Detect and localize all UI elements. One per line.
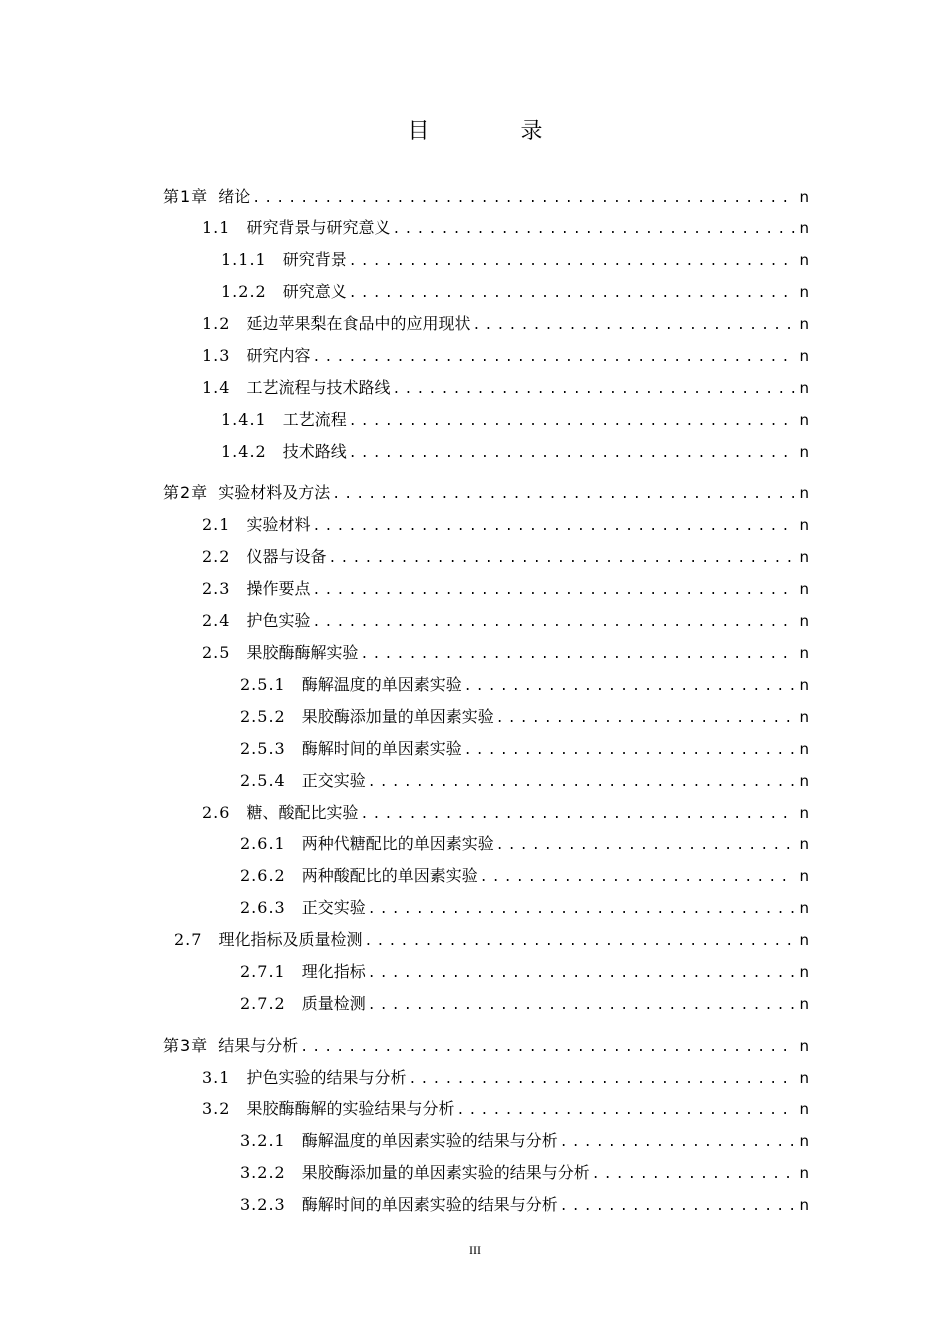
dot-leader <box>464 675 796 699</box>
toc-entry-title: 延边苹果梨在食品中的应用现状 <box>246 314 471 333</box>
toc-entry-2-7-1[interactable] <box>240 960 809 984</box>
toc-entry-number: 1.4 <box>202 378 231 397</box>
toc-entry-number: 1.4.1 <box>221 410 267 429</box>
toc-entry-number: 3.2.2 <box>240 1163 286 1182</box>
toc-entry-page: n <box>799 1069 809 1087</box>
toc-entry-number: 2.7 <box>174 930 203 949</box>
toc-entry-number: 2.7.2 <box>240 994 286 1013</box>
toc-entry-number: 3.2.1 <box>240 1131 286 1150</box>
toc-entry-title: 理化指标 <box>301 962 366 981</box>
dot-leader <box>349 250 796 274</box>
toc-entry-chapter-3[interactable] <box>163 1034 809 1058</box>
toc-entry-number: 3.1 <box>202 1068 231 1087</box>
dot-leader <box>408 1068 795 1092</box>
toc-entry-2-5[interactable] <box>202 641 809 665</box>
toc-entry-title: 操作要点 <box>246 579 311 598</box>
toc-entry-number: 第2章 <box>163 483 209 502</box>
toc-entry-1-4[interactable] <box>202 376 809 400</box>
dot-leader <box>368 771 796 795</box>
toc-entry-number: 1.2 <box>202 314 231 333</box>
toc-entry-1-1-1[interactable] <box>221 248 809 272</box>
toc-entry-title: 实验材料及方法 <box>218 483 331 502</box>
dot-leader <box>312 611 795 635</box>
dot-leader <box>464 739 796 763</box>
toc-entry-2-5-4[interactable] <box>240 769 809 793</box>
toc-entry-page: n <box>799 740 809 758</box>
toc-entry-title: 果胶酶添加量的单因素实验 <box>301 707 494 726</box>
toc-entry-title: 绪论 <box>218 187 251 206</box>
dot-leader <box>349 442 796 466</box>
toc-entry-page: n <box>799 443 809 461</box>
toc-entry-title: 两种代糖配比的单因素实验 <box>301 834 494 853</box>
toc-entry-number: 1.4.2 <box>221 442 267 461</box>
toc-entry-number: 1.2.2 <box>221 282 267 301</box>
toc-entry-number: 1.3 <box>202 346 231 365</box>
toc-entry-page: n <box>799 1196 809 1214</box>
page-number: III <box>469 1243 481 1257</box>
toc-entry-page: n <box>799 995 809 1013</box>
toc-entry-number: 2.5.2 <box>240 707 286 726</box>
toc-entry-title: 工艺流程 <box>282 410 347 429</box>
toc-entry-page: n <box>799 612 809 630</box>
toc-entry-2-6-1[interactable] <box>240 832 809 856</box>
dot-leader <box>368 994 796 1018</box>
toc-entry-title: 质量检测 <box>301 994 366 1013</box>
toc-entry-page: n <box>799 899 809 917</box>
toc-entry-2-6-3[interactable] <box>240 896 809 920</box>
toc-entry-2-7[interactable] <box>174 928 809 952</box>
toc-entry-title: 护色实验的结果与分析 <box>246 1068 407 1087</box>
toc-entry-page: n <box>799 708 809 726</box>
toc-entry-number: 1.1 <box>202 218 231 237</box>
dot-leader <box>364 930 795 954</box>
toc-entry-title: 果胶酶添加量的单因素实验的结果与分析 <box>301 1163 590 1182</box>
toc-entry-title: 正交实验 <box>301 898 366 917</box>
toc-entry-title: 酶解时间的单因素实验的结果与分析 <box>301 1195 558 1214</box>
toc-entry-2-5-3[interactable] <box>240 737 809 761</box>
toc-entry-page: n <box>799 804 809 822</box>
toc-entry-title: 酶解温度的单因素实验的结果与分析 <box>301 1131 558 1150</box>
dot-leader <box>300 1036 795 1060</box>
toc-entry-1-4-1[interactable] <box>221 408 809 432</box>
dot-leader <box>349 282 796 306</box>
toc-entry-title: 理化指标及质量检测 <box>218 930 363 949</box>
dot-leader <box>368 898 796 922</box>
dot-leader <box>480 866 796 890</box>
toc-entry-number: 2.6 <box>202 803 231 822</box>
toc-entry-2-5-2[interactable] <box>240 705 809 729</box>
toc-entry-title: 仪器与设备 <box>246 547 327 566</box>
dot-leader <box>592 1163 796 1187</box>
toc-entry-page: n <box>799 676 809 694</box>
toc-entry-page: n <box>799 1132 809 1150</box>
dot-leader <box>392 378 795 402</box>
toc-entry-2-1[interactable] <box>202 513 809 537</box>
dot-leader <box>360 803 795 827</box>
toc-entry-page: n <box>799 1164 809 1182</box>
toc-entry-number: 第3章 <box>163 1036 209 1055</box>
toc-entry-2-7-2[interactable] <box>240 992 809 1016</box>
toc-entry-title: 研究背景 <box>282 250 347 269</box>
dot-leader <box>472 314 795 338</box>
toc-entry-page: n <box>799 315 809 333</box>
toc-entry-number: 第1章 <box>163 187 209 206</box>
toc-entry-number: 3.2.3 <box>240 1195 286 1214</box>
toc-entry-3-2-3[interactable] <box>240 1193 809 1217</box>
toc-entry-title: 实验材料 <box>246 515 311 534</box>
toc-entry-2-4[interactable] <box>202 609 809 633</box>
dot-leader <box>360 643 795 667</box>
dot-leader <box>349 410 796 434</box>
toc-title: 目 录 <box>407 119 585 144</box>
toc-entry-number: 3.2 <box>202 1099 231 1118</box>
toc-entry-page: n <box>799 867 809 885</box>
toc-entry-page: n <box>799 1037 809 1055</box>
toc-entry-number: 2.6.1 <box>240 834 286 853</box>
dot-leader <box>496 707 796 731</box>
toc-entry-title: 研究内容 <box>246 346 311 365</box>
toc-entry-3-2-2[interactable] <box>240 1161 809 1185</box>
toc-entry-chapter-1[interactable] <box>163 185 809 209</box>
toc-entry-2-6-2[interactable] <box>240 864 809 888</box>
toc-entry-title: 果胶酶酶解实验 <box>246 643 359 662</box>
toc-entry-3-1[interactable] <box>202 1066 809 1090</box>
toc-entry-1-3[interactable] <box>202 344 809 368</box>
toc-entry-2-5-1[interactable] <box>240 673 809 697</box>
toc-entry-number: 2.6.3 <box>240 898 286 917</box>
toc-entry-title: 工艺流程与技术路线 <box>246 378 391 397</box>
toc-entry-1-1[interactable] <box>202 216 809 240</box>
toc-entry-number: 2.6.2 <box>240 866 286 885</box>
toc-entry-1-4-2[interactable] <box>221 440 809 464</box>
toc-entry-number: 2.7.1 <box>240 962 286 981</box>
dot-leader <box>252 187 795 211</box>
toc-entry-number: 2.2 <box>202 547 231 566</box>
toc-entry-title: 酶解温度的单因素实验 <box>301 675 462 694</box>
toc-entry-page: n <box>799 411 809 429</box>
dot-leader <box>392 218 795 242</box>
toc-entry-title: 两种酸配比的单因素实验 <box>301 866 478 885</box>
toc-entry-title: 正交实验 <box>301 771 366 790</box>
dot-leader <box>332 483 795 507</box>
dot-leader <box>496 834 796 858</box>
toc-entry-page: n <box>799 644 809 662</box>
toc-entry-page: n <box>799 548 809 566</box>
toc-entry-page: n <box>799 219 809 237</box>
toc-entry-1-2-2[interactable] <box>221 280 809 304</box>
dot-leader <box>456 1099 795 1123</box>
toc-entry-chapter-2[interactable] <box>163 481 809 505</box>
toc-entry-title: 技术路线 <box>282 442 347 461</box>
toc-entry-number: 2.5.4 <box>240 771 286 790</box>
toc-entry-number: 2.1 <box>202 515 231 534</box>
toc-entry-page: n <box>799 379 809 397</box>
toc-entry-page: n <box>799 516 809 534</box>
toc-entry-page: n <box>799 772 809 790</box>
toc-entry-number: 1.1.1 <box>221 250 267 269</box>
toc-entry-title: 果胶酶酶解的实验结果与分析 <box>246 1099 455 1118</box>
toc-entry-page: n <box>799 188 809 206</box>
toc-entry-3-2[interactable] <box>202 1097 809 1121</box>
toc-entry-page: n <box>799 283 809 301</box>
dot-leader <box>312 515 795 539</box>
toc-entry-page: n <box>799 251 809 269</box>
toc-entry-number: 2.5.3 <box>240 739 286 758</box>
toc-entry-2-6[interactable] <box>202 801 809 825</box>
toc-entry-number: 2.4 <box>202 611 231 630</box>
toc-entry-title: 研究意义 <box>282 282 347 301</box>
toc-entry-title: 酶解时间的单因素实验 <box>301 739 462 758</box>
toc-entry-page: n <box>799 963 809 981</box>
dot-leader <box>560 1131 796 1155</box>
toc-entry-title: 护色实验 <box>246 611 311 630</box>
toc-entry-title: 研究背景与研究意义 <box>246 218 391 237</box>
dot-leader <box>312 346 795 370</box>
dot-leader <box>312 579 795 603</box>
toc-entry-page: n <box>799 1100 809 1118</box>
toc-entry-number: 2.3 <box>202 579 231 598</box>
toc-entry-2-3[interactable] <box>202 577 809 601</box>
toc-entry-number: 2.5 <box>202 643 231 662</box>
toc-entry-2-2[interactable] <box>202 545 809 569</box>
toc-entry-page: n <box>799 835 809 853</box>
toc-entry-page: n <box>799 580 809 598</box>
dot-leader <box>328 547 795 571</box>
toc-entry-3-2-1[interactable] <box>240 1129 809 1153</box>
toc-entry-page: n <box>799 484 809 502</box>
toc-entry-title: 糖、酸配比实验 <box>246 803 359 822</box>
dot-leader <box>560 1195 796 1219</box>
toc-entry-title: 结果与分析 <box>218 1036 299 1055</box>
toc-entry-1-2[interactable] <box>202 312 809 336</box>
toc-entry-number: 2.5.1 <box>240 675 286 694</box>
toc-entry-page: n <box>799 931 809 949</box>
toc-entry-page: n <box>799 347 809 365</box>
dot-leader <box>368 962 796 986</box>
